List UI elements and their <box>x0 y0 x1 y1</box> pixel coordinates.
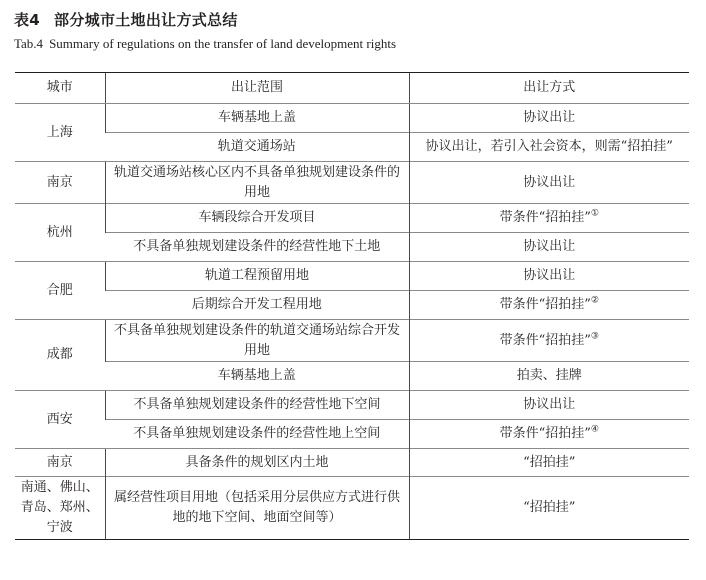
table-row <box>15 362 689 391</box>
table-row <box>15 133 689 162</box>
method-cell <box>409 291 689 320</box>
method-cell <box>409 104 689 133</box>
method-cell <box>409 204 689 233</box>
table-row <box>15 204 689 233</box>
scope-cell: 不具备单独规划建设条件的经营性地下土地 <box>105 233 409 262</box>
city-cell: 成都 <box>15 320 105 391</box>
table-row <box>15 162 689 204</box>
scope-cell: 车辆段综合开发项目 <box>105 204 409 233</box>
table-row <box>15 291 689 320</box>
header-method: 出让方式 <box>409 73 689 104</box>
city-cell: 南通、佛山、 青岛、郑州、 宁波 <box>15 477 105 540</box>
city-cell: 南京 <box>15 162 105 204</box>
table-number-en: Tab.4 <box>14 36 44 51</box>
method-text: 拍卖、挂牌 <box>516 368 582 383</box>
scope-cell: 属经营性项目用地（包括采用分层供应方式进行供地的地下空间、地面空间等） <box>105 477 409 540</box>
footnote-marker: ③ <box>590 331 599 342</box>
city-cell: 西安 <box>15 391 105 449</box>
scope-cell: 轨道交通场站 <box>105 133 409 162</box>
scope-cell: 车辆基地上盖 <box>105 362 409 391</box>
table-number-zh: 表4 <box>14 11 41 29</box>
city-cell: 上海 <box>15 104 105 162</box>
method-cell <box>409 477 689 540</box>
footnote-marker: ② <box>590 295 599 306</box>
method-cell <box>409 133 689 162</box>
method-text: 协议出让，若引入社会资本，则需“招拍挂” <box>425 139 673 154</box>
scope-cell: 不具备单独规划建设条件的经营性地上空间 <box>105 420 409 449</box>
footnote-marker: ① <box>590 208 599 219</box>
method-cell <box>409 362 689 391</box>
method-cell <box>409 320 689 362</box>
scope-cell: 不具备单独规划建设条件的经营性地下空间 <box>105 391 409 420</box>
method-cell <box>409 262 689 291</box>
table-row <box>15 262 689 291</box>
table-header-row <box>15 73 689 104</box>
footnote-marker: ④ <box>590 424 599 435</box>
method-text: 带条件“招拍挂” <box>499 332 591 348</box>
method-text: 带条件“招拍挂” <box>499 210 591 225</box>
header-city: 城市 <box>15 73 105 104</box>
table-title-zh: 部分城市土地出让方式总结 <box>54 11 238 29</box>
method-text: 协议出让 <box>523 268 576 283</box>
scope-cell: 轨道交通场站核心区内不具备单独规划建设条件的用地 <box>105 162 409 204</box>
method-text: 协议出让 <box>523 174 576 190</box>
city-cell: 合肥 <box>15 262 105 320</box>
table-row <box>15 320 689 362</box>
method-text: 协议出让 <box>523 239 576 254</box>
method-text: 协议出让 <box>523 397 576 412</box>
table-row <box>15 104 689 133</box>
method-cell <box>409 391 689 420</box>
scope-cell: 车辆基地上盖 <box>105 104 409 133</box>
land-transfer-table <box>15 72 689 540</box>
table-row <box>15 449 689 477</box>
table-row <box>15 420 689 449</box>
table-row <box>15 233 689 262</box>
city-cell: 杭州 <box>15 204 105 262</box>
scope-cell: 具备条件的规划区内土地 <box>105 449 409 477</box>
method-cell <box>409 420 689 449</box>
scope-cell: 后期综合开发工程用地 <box>105 291 409 320</box>
table-row <box>15 477 689 540</box>
table-row <box>15 391 689 420</box>
header-scope: 出让范围 <box>105 73 409 104</box>
method-text: 带条件“招拍挂” <box>499 426 591 441</box>
method-text: 协议出让 <box>523 110 576 125</box>
method-cell <box>409 162 689 204</box>
method-text: “招拍挂” <box>523 454 576 470</box>
method-cell <box>409 233 689 262</box>
method-text: “招拍挂” <box>523 500 576 515</box>
table-caption-en <box>14 36 396 52</box>
scope-cell: 轨道工程预留用地 <box>105 262 409 291</box>
table-caption-zh <box>14 9 238 30</box>
method-text: 带条件“招拍挂” <box>499 297 591 312</box>
scope-cell: 不具备单独规划建设条件的轨道交通场站综合开发用地 <box>105 320 409 362</box>
city-cell: 南京 <box>15 449 105 477</box>
method-cell <box>409 449 689 477</box>
table-title-en: Summary of regulations on the transfer of land development rights <box>49 36 397 51</box>
